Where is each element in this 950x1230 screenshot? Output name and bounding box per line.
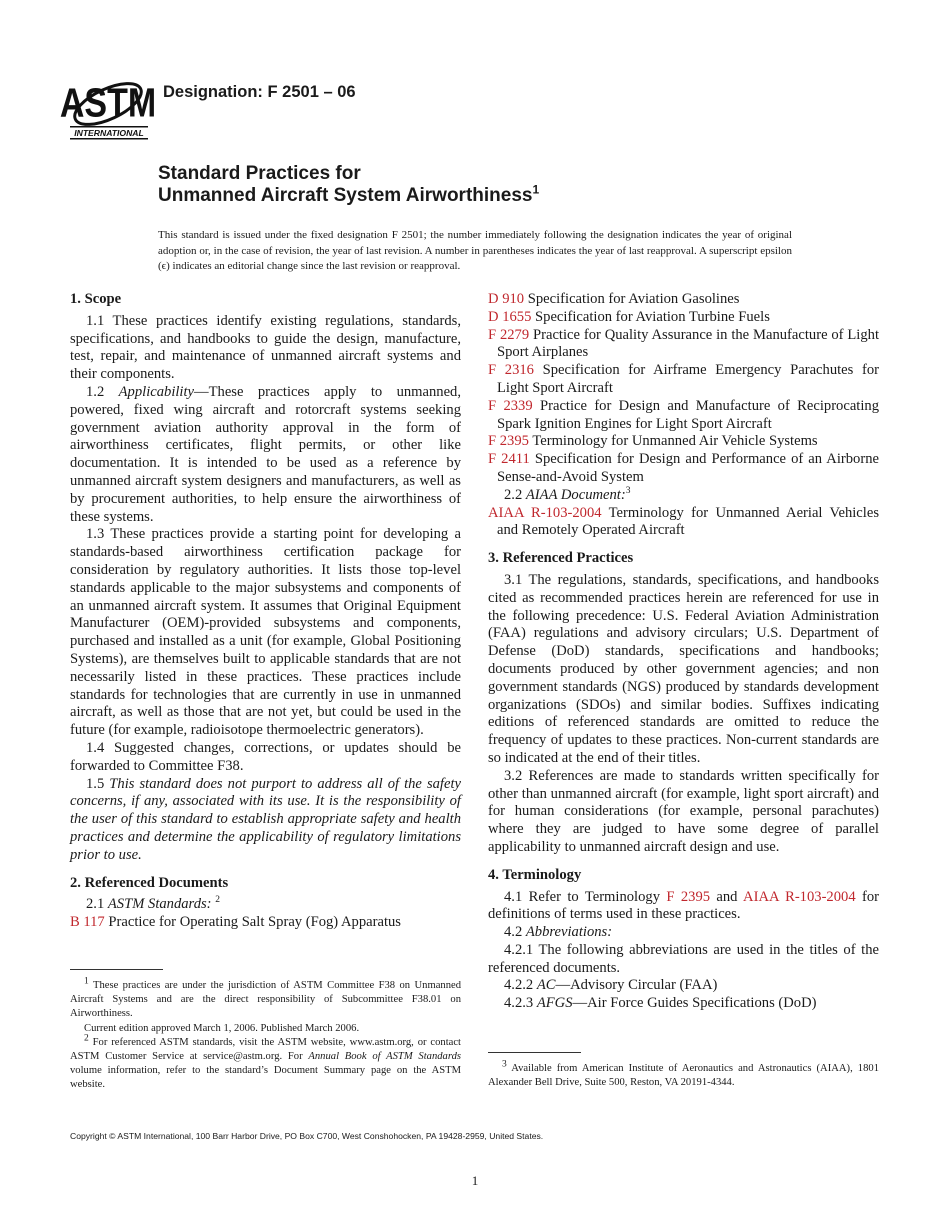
paragraph xyxy=(488,977,879,995)
text: AC xyxy=(536,977,556,994)
standard-link[interactable]: B 117 xyxy=(70,914,105,931)
footnote-mark: 3 xyxy=(625,485,631,496)
paragraph xyxy=(488,889,879,925)
reference-item xyxy=(488,362,879,398)
text: 1.2 xyxy=(86,383,119,400)
title-line-2 xyxy=(158,182,540,207)
standard-link[interactable]: D 1655 xyxy=(488,308,532,325)
text: 4.2.1 The following abbreviations are used in the titles of the referenced documents. xyxy=(488,941,879,976)
text: 3.1 The regulations, standards, specifications, and handbooks cited as recommended practices herein are referenced for use in the following precedence: U.S. Federal Aviation Administration (FAA) regulations and advisory circulars; U.S. Department of Defense (DoD) standards, specifications and handbooks; documents produced by other government agencies; and non government standards (NGS) produced by standards development organizations (SDOs) and similar bodies. Suffixes indicating editions of referenced standards are omitted to reduce the frequency of updates to these practices. Non-current standards are so indicated at the end of their titles. xyxy=(488,571,879,766)
text: for definitions of terms used in these practices. xyxy=(488,888,880,923)
text: Specification for Aviation Turbine Fuels xyxy=(531,308,770,325)
footnotes-right xyxy=(488,1059,879,1090)
footnote-mark: 3 xyxy=(502,1059,507,1070)
text: 2.2 xyxy=(504,486,526,503)
text: Annual Book of ASTM Standards xyxy=(308,1051,461,1063)
footnote-mark: 2 xyxy=(84,1033,89,1044)
paragraph xyxy=(488,487,879,505)
text: —These practices apply to unmanned, powered, fixed wing aircraft and rotorcraft systems seeking government aviation authority approval in the form of airworthiness certificates, flight permits, or other like documentation. It is intended to be used as a reference by unmanned aircraft system designers and manufacturers, as well as by procurement authorities, to help ensure the airworthiness of these systems. xyxy=(70,383,462,525)
standard-link[interactable]: D 910 xyxy=(488,291,525,307)
text: 4. Terminology xyxy=(488,866,582,883)
text: 2. Referenced Documents xyxy=(70,874,229,891)
text: —Air Force Guides Specifications (DoD) xyxy=(572,995,817,1012)
text: 1.3 These practices provide a starting point for developing a standards-based airworthiness certification package for consideration by regulatory authorities. It lists those top-level standards applicable to the major subsystems and components of an unmanned aircraft system. It assumes that Original Equipment Manufacturer (OEM)-provided subsystems and components, purchased and installed as a unit (for example, Global Positioning Systems), are themselves built to applicable standards that are not necessarily listed in these practices. These practices include standards for technologies that are currently in use in unmanned aircraft, as well as those that are not yet, but could be used in the future (for example, radioisotope thermoelectric generators). xyxy=(70,526,461,739)
standard-link[interactable]: F 2339 xyxy=(488,397,533,414)
paragraph xyxy=(70,313,461,384)
text: Specification for Airframe Emergency Parachutes for Light Sport Aircraft xyxy=(497,362,879,396)
reference-item xyxy=(488,433,879,451)
intro-paragraph: This standard is issued under the fixed designation F 2501; the number immediately following the designation indicates the year of original adoption or, in the case of revision, the year of last revision. A number in parentheses indicates the year of last reapproval. A superscript epsilon (ϵ) indicates an editorial change since the last revision or reapproval. xyxy=(158,229,792,273)
standard-link[interactable]: F 2279 xyxy=(488,326,530,343)
standard-link[interactable]: F 2411 xyxy=(488,451,530,468)
text: Terminology for Unmanned Air Vehicle Systems xyxy=(528,433,818,450)
text: 4.2.2 xyxy=(504,977,537,994)
section-heading xyxy=(70,291,461,309)
left-column xyxy=(70,291,461,932)
text: 4.2 xyxy=(504,924,526,941)
paragraph xyxy=(70,896,461,914)
standard-link[interactable]: AIAA R-103-2004 xyxy=(488,504,602,521)
text: These practices are under the jurisdiction of ASTM Committee F38 on Unmanned Aircraft Systems and are the direct responsibility of Subcommittee F38.01 on Airworthiness. xyxy=(70,980,461,1020)
paragraph xyxy=(70,526,461,740)
text: ASTM Standards: xyxy=(107,896,216,913)
text: Abbreviations: xyxy=(525,924,613,941)
standard-link[interactable]: F 2316 xyxy=(488,362,534,379)
text: 3. Referenced Practices xyxy=(488,550,634,567)
text: Applicability xyxy=(118,383,195,400)
paragraph xyxy=(70,384,461,526)
reference-item xyxy=(488,505,879,541)
footnote-divider xyxy=(488,1052,581,1053)
text: For referenced ASTM standards, visit the ASTM website, www.astm.org, or contact ASTM Customer Service at service@astm.org. For xyxy=(70,1036,461,1063)
text: Practice for Operating Salt Spray (Fog) Apparatus xyxy=(104,914,401,931)
reference-item xyxy=(488,451,879,487)
text: Practice for Design and Manufacture of Reciprocating Spark Ignition Engines for Light Sport Aircraft xyxy=(497,397,880,432)
paragraph xyxy=(70,1033,461,1093)
designation: Designation: F 2501 – 06 xyxy=(163,83,356,101)
paragraph xyxy=(488,924,879,942)
text: AFGS xyxy=(536,995,573,1012)
text: Specification for Aviation Gasolines xyxy=(524,291,740,307)
title-footnote-mark: 1 xyxy=(532,182,540,197)
page-title xyxy=(158,163,539,207)
footnote-divider xyxy=(70,969,163,970)
paragraph xyxy=(488,768,879,857)
section-heading xyxy=(488,550,879,568)
standard-link[interactable]: F 2395 xyxy=(488,433,529,450)
text: 3.2 References are made to standards written specifically for other than unmanned aircraft (for example, light sport aircraft) and for human considerations (for example, personal parachutes) where they are judged to have some degree of parallel applicability to unmanned aircraft design and use. xyxy=(488,767,879,855)
paragraph xyxy=(70,776,461,865)
reference-item xyxy=(488,291,879,309)
reference-item xyxy=(488,398,879,434)
standard-link[interactable]: F 2395 xyxy=(666,888,711,905)
text: Specification for Design and Performance of an Airborne Sense-and-Avoid System xyxy=(497,451,879,485)
text: Current edition approved March 1, 2006. Published March 2006. xyxy=(84,1022,360,1034)
paragraph xyxy=(70,740,461,776)
paragraph xyxy=(488,942,879,978)
footnote-mark: 2 xyxy=(215,895,220,906)
standard-link[interactable]: AIAA R-103-2004 xyxy=(743,888,856,905)
text: Available from American Institute of Aeronautics and Astronautics (AIAA), 1801 Alexander Bell Drive, Suite 500, Reston, VA 20191-4344. xyxy=(488,1063,879,1089)
text: Terminology for Unmanned Aerial Vehicles and Remotely Operated Aircraft xyxy=(497,504,879,539)
paragraph xyxy=(488,572,879,768)
paragraph xyxy=(488,995,879,1013)
astm-logo xyxy=(59,78,157,140)
text: volume information, refer to the standard’s Document Summary page on the ASTM website. xyxy=(70,1065,461,1091)
svg-text:ASTM: ASTM xyxy=(59,79,157,126)
section-heading xyxy=(488,867,879,885)
text: 1. Scope xyxy=(70,291,122,307)
text: —Advisory Circular (FAA) xyxy=(555,977,718,994)
text: 1.1 These practices identify existing regulations, standards, specifications, and handbooks to guide the design, manufacture, test, repair, and maintenance of unmanned aircraft systems and their components. xyxy=(70,312,461,383)
reference-item xyxy=(70,914,461,932)
reference-item xyxy=(488,309,879,327)
text: Practice for Quality Assurance in the Manufacture of Light Sport Airplanes xyxy=(497,326,880,361)
text: This standard does not purport to address all of the safety concerns, if any, associated with its use. It is the responsibility of the user of this standard to establish appropriate safety and health practices and determine the applicability of regulatory limitations prior to use. xyxy=(70,775,461,863)
text: 2.1 xyxy=(86,896,108,913)
page-number: 1 xyxy=(471,1173,479,1188)
paragraph xyxy=(488,1059,879,1090)
paragraph xyxy=(70,976,461,1022)
text: 4.2.3 xyxy=(504,995,537,1012)
title-text: Unmanned Aircraft System Airworthiness xyxy=(158,185,533,206)
text: 1.5 xyxy=(86,775,110,792)
footnote-mark: 1 xyxy=(84,976,89,987)
text: AIAA Document: xyxy=(525,486,626,503)
right-column xyxy=(488,291,879,1013)
text: 4.1 Refer to Terminology xyxy=(504,888,667,905)
reference-item xyxy=(488,327,879,363)
copyright: Copyright © ASTM International, 100 Barr Harbor Drive, PO Box C700, West Conshohocken, PA 19428-2959, United States. xyxy=(70,1131,544,1141)
paragraph xyxy=(70,1022,461,1036)
text: 1.4 Suggested changes, corrections, or updates should be forwarded to Committee F38. xyxy=(70,739,461,774)
text: and xyxy=(710,888,744,905)
title-line-1: Standard Practices for xyxy=(158,163,361,184)
section-heading xyxy=(70,875,461,893)
svg-text:INTERNATIONAL: INTERNATIONAL xyxy=(74,128,144,138)
footnotes-left xyxy=(70,976,461,1093)
